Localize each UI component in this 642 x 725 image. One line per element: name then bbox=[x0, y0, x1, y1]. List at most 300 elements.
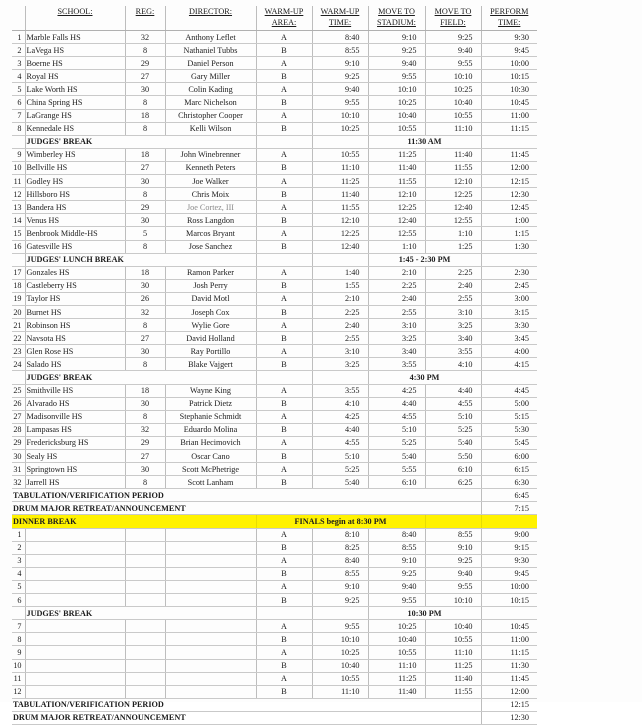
column-header-perform-time: PERFORM TIME: bbox=[481, 6, 537, 31]
finals-row bbox=[12, 659, 537, 672]
move-to-stadium-time: 9:40 bbox=[368, 57, 425, 70]
column-header-move-to-field: MOVE TO FIELD: bbox=[425, 6, 481, 31]
warmup-time: 3:10 bbox=[312, 345, 368, 358]
finals-director-name bbox=[165, 672, 256, 685]
move-to-stadium-time: 11:25 bbox=[368, 672, 425, 685]
move-to-stadium-time: 9:10 bbox=[368, 554, 425, 567]
perform-time: 10:15 bbox=[481, 594, 537, 607]
move-to-stadium-time: 5:25 bbox=[368, 436, 425, 449]
perform-time: 12:45 bbox=[481, 201, 537, 214]
order-number: 3 bbox=[12, 57, 25, 70]
director-name: Joseph Cox bbox=[165, 305, 256, 318]
dinner-break-label: DINNER BREAK bbox=[12, 515, 256, 528]
break-time: 4:30 PM bbox=[368, 371, 481, 384]
order-number: 17 bbox=[12, 266, 25, 279]
region-number: 29 bbox=[125, 57, 165, 70]
break-spacer bbox=[12, 135, 25, 148]
warmup-time: 8:10 bbox=[312, 528, 368, 541]
finals-row bbox=[12, 567, 537, 580]
break-spacer bbox=[256, 135, 312, 148]
finals-school-name bbox=[25, 685, 125, 698]
region-number: 30 bbox=[125, 83, 165, 96]
director-name: Christopher Cooper bbox=[165, 109, 256, 122]
perform-time: 5:15 bbox=[481, 410, 537, 423]
school-name: Venus HS bbox=[25, 214, 125, 227]
move-to-field-time: 3:25 bbox=[425, 319, 481, 332]
perform-time: 10:45 bbox=[481, 96, 537, 109]
finals-region-number bbox=[125, 580, 165, 593]
warmup-area: A bbox=[256, 646, 312, 659]
warmup-time: 3:55 bbox=[312, 384, 368, 397]
warmup-time: 5:10 bbox=[312, 450, 368, 463]
schedule-body bbox=[12, 31, 537, 725]
school-name: Bellville HS bbox=[25, 161, 125, 174]
break-spacer bbox=[12, 253, 25, 266]
school-name: Boerne HS bbox=[25, 57, 125, 70]
move-to-field-time: 8:55 bbox=[425, 528, 481, 541]
finals-school-name bbox=[25, 594, 125, 607]
move-to-field-time: 4:55 bbox=[425, 397, 481, 410]
finals-school-name bbox=[25, 528, 125, 541]
region-number: 18 bbox=[125, 384, 165, 397]
school-row bbox=[12, 161, 537, 174]
finals-start-note: FINALS begin at 8:30 PM bbox=[256, 515, 425, 528]
move-to-field-time: 1:10 bbox=[425, 227, 481, 240]
break-row bbox=[12, 371, 537, 384]
break-label: JUDGES' BREAK bbox=[25, 371, 256, 384]
warmup-area: B bbox=[256, 279, 312, 292]
event-label: TABULATION/VERIFICATION PERIOD bbox=[12, 698, 481, 711]
move-to-stadium-time: 11:55 bbox=[368, 175, 425, 188]
move-to-stadium-time: 12:55 bbox=[368, 227, 425, 240]
move-to-stadium-time: 2:10 bbox=[368, 266, 425, 279]
director-name: Brian Hecimovich bbox=[165, 436, 256, 449]
move-to-field-time: 1:25 bbox=[425, 240, 481, 253]
order-number: 29 bbox=[12, 436, 25, 449]
school-name: Smithville HS bbox=[25, 384, 125, 397]
school-row bbox=[12, 384, 537, 397]
finals-school-name bbox=[25, 567, 125, 580]
move-to-stadium-time: 11:25 bbox=[368, 148, 425, 161]
school-name: Royal HS bbox=[25, 70, 125, 83]
director-name: Daniel Person bbox=[165, 57, 256, 70]
move-to-stadium-time: 2:40 bbox=[368, 292, 425, 305]
column-header-warmup-time: WARM-UP TIME: bbox=[312, 6, 368, 31]
order-number: 6 bbox=[12, 96, 25, 109]
finals-region-number bbox=[125, 567, 165, 580]
warmup-time: 1:55 bbox=[312, 279, 368, 292]
perform-time: 9:15 bbox=[481, 541, 537, 554]
warmup-area: A bbox=[256, 83, 312, 96]
school-row bbox=[12, 463, 537, 476]
warmup-time: 4:25 bbox=[312, 410, 368, 423]
move-to-stadium-time: 9:55 bbox=[368, 594, 425, 607]
warmup-time: 10:40 bbox=[312, 659, 368, 672]
warmup-time: 12:40 bbox=[312, 240, 368, 253]
break-spacer bbox=[12, 607, 25, 620]
break-spacer bbox=[481, 607, 537, 620]
school-name: Gonzales HS bbox=[25, 266, 125, 279]
region-number: 30 bbox=[125, 279, 165, 292]
warmup-time: 2:40 bbox=[312, 319, 368, 332]
move-to-stadium-time: 5:55 bbox=[368, 463, 425, 476]
move-to-field-time: 11:40 bbox=[425, 672, 481, 685]
school-name: Salado HS bbox=[25, 358, 125, 371]
move-to-field-time: 11:40 bbox=[425, 148, 481, 161]
finals-region-number bbox=[125, 633, 165, 646]
warmup-time: 4:40 bbox=[312, 423, 368, 436]
move-to-stadium-time: 10:55 bbox=[368, 646, 425, 659]
move-to-field-time: 9:40 bbox=[425, 44, 481, 57]
region-number: 8 bbox=[125, 476, 165, 489]
perform-time: 11:45 bbox=[481, 148, 537, 161]
finals-region-number bbox=[125, 620, 165, 633]
order-number: 18 bbox=[12, 279, 25, 292]
school-row bbox=[12, 292, 537, 305]
break-time: 11:30 AM bbox=[368, 135, 481, 148]
finals-order-number: 8 bbox=[12, 633, 25, 646]
warmup-time: 9:10 bbox=[312, 57, 368, 70]
perform-time: 1:15 bbox=[481, 227, 537, 240]
warmup-time: 1:40 bbox=[312, 266, 368, 279]
break-spacer bbox=[481, 253, 537, 266]
finals-region-number bbox=[125, 594, 165, 607]
move-to-field-time: 12:10 bbox=[425, 175, 481, 188]
warmup-time: 5:40 bbox=[312, 476, 368, 489]
warmup-area: B bbox=[256, 659, 312, 672]
move-to-stadium-time: 11:40 bbox=[368, 685, 425, 698]
warmup-time: 2:55 bbox=[312, 332, 368, 345]
warmup-area: B bbox=[256, 96, 312, 109]
warmup-area: A bbox=[256, 148, 312, 161]
region-number: 18 bbox=[125, 148, 165, 161]
move-to-stadium-time: 8:55 bbox=[368, 541, 425, 554]
warmup-area: B bbox=[256, 567, 312, 580]
region-number: 8 bbox=[125, 319, 165, 332]
finals-school-name bbox=[25, 620, 125, 633]
director-name: Kelli Wilson bbox=[165, 122, 256, 135]
director-name: Marcos Bryant bbox=[165, 227, 256, 240]
warmup-area: B bbox=[256, 541, 312, 554]
move-to-stadium-time: 9:55 bbox=[368, 70, 425, 83]
finals-school-name bbox=[25, 672, 125, 685]
warmup-area: A bbox=[256, 31, 312, 44]
warmup-area: A bbox=[256, 463, 312, 476]
perform-time: 3:30 bbox=[481, 319, 537, 332]
director-name: John Winebrenner bbox=[165, 148, 256, 161]
school-row bbox=[12, 83, 537, 96]
finals-director-name bbox=[165, 567, 256, 580]
warmup-time: 9:55 bbox=[312, 96, 368, 109]
finals-order-number: 7 bbox=[12, 620, 25, 633]
school-row bbox=[12, 266, 537, 279]
region-number: 18 bbox=[125, 109, 165, 122]
warmup-time: 5:25 bbox=[312, 463, 368, 476]
move-to-field-time: 5:25 bbox=[425, 423, 481, 436]
event-row bbox=[12, 489, 537, 502]
warmup-time: 8:25 bbox=[312, 541, 368, 554]
order-number: 16 bbox=[12, 240, 25, 253]
school-row bbox=[12, 70, 537, 83]
order-number: 11 bbox=[12, 175, 25, 188]
warmup-time: 8:55 bbox=[312, 44, 368, 57]
move-to-field-time: 2:25 bbox=[425, 266, 481, 279]
director-name: Scott McPhetrige bbox=[165, 463, 256, 476]
order-number: 26 bbox=[12, 397, 25, 410]
region-number: 8 bbox=[125, 188, 165, 201]
school-name: Bandera HS bbox=[25, 201, 125, 214]
region-number: 32 bbox=[125, 305, 165, 318]
move-to-field-time: 5:10 bbox=[425, 410, 481, 423]
warmup-area: B bbox=[256, 423, 312, 436]
break-spacer bbox=[312, 253, 368, 266]
move-to-field-time: 11:25 bbox=[425, 659, 481, 672]
perform-time: 2:45 bbox=[481, 279, 537, 292]
finals-row bbox=[12, 580, 537, 593]
finals-region-number bbox=[125, 685, 165, 698]
column-header-warmup-area: WARM-UP AREA: bbox=[256, 6, 312, 31]
warmup-time: 10:10 bbox=[312, 109, 368, 122]
move-to-stadium-time: 4:40 bbox=[368, 397, 425, 410]
warmup-area: A bbox=[256, 57, 312, 70]
column-header-number bbox=[12, 6, 25, 31]
school-row bbox=[12, 410, 537, 423]
order-number: 28 bbox=[12, 423, 25, 436]
order-number: 15 bbox=[12, 227, 25, 240]
school-name: Burnet HS bbox=[25, 305, 125, 318]
highlight-spacer bbox=[425, 515, 481, 528]
warmup-time: 10:10 bbox=[312, 633, 368, 646]
perform-time: 11:45 bbox=[481, 672, 537, 685]
move-to-stadium-time: 10:40 bbox=[368, 109, 425, 122]
school-name: LaVega HS bbox=[25, 44, 125, 57]
region-number: 30 bbox=[125, 175, 165, 188]
warmup-area: A bbox=[256, 109, 312, 122]
move-to-field-time: 9:55 bbox=[425, 57, 481, 70]
order-number: 27 bbox=[12, 410, 25, 423]
order-number: 23 bbox=[12, 345, 25, 358]
warmup-area: B bbox=[256, 44, 312, 57]
move-to-field-time: 9:25 bbox=[425, 31, 481, 44]
region-number: 32 bbox=[125, 31, 165, 44]
director-name: Colin Kading bbox=[165, 83, 256, 96]
order-number: 30 bbox=[12, 450, 25, 463]
director-name: Wylie Gore bbox=[165, 319, 256, 332]
move-to-stadium-time: 3:55 bbox=[368, 358, 425, 371]
warmup-time: 11:55 bbox=[312, 201, 368, 214]
school-row bbox=[12, 279, 537, 292]
perform-time: 6:00 bbox=[481, 450, 537, 463]
move-to-field-time: 5:40 bbox=[425, 436, 481, 449]
warmup-time: 11:25 bbox=[312, 175, 368, 188]
finals-order-number: 5 bbox=[12, 580, 25, 593]
finals-order-number: 4 bbox=[12, 567, 25, 580]
warmup-area: A bbox=[256, 580, 312, 593]
finals-director-name bbox=[165, 528, 256, 541]
warmup-time: 10:25 bbox=[312, 646, 368, 659]
region-number: 30 bbox=[125, 214, 165, 227]
warmup-time: 8:40 bbox=[312, 31, 368, 44]
move-to-field-time: 10:10 bbox=[425, 70, 481, 83]
school-row bbox=[12, 148, 537, 161]
warmup-time: 9:25 bbox=[312, 594, 368, 607]
finals-region-number bbox=[125, 659, 165, 672]
finals-order-number: 2 bbox=[12, 541, 25, 554]
perform-time: 11:00 bbox=[481, 109, 537, 122]
break-time: 1:45 - 2:30 PM bbox=[368, 253, 481, 266]
director-name: David Holland bbox=[165, 332, 256, 345]
order-number: 5 bbox=[12, 83, 25, 96]
perform-time: 4:45 bbox=[481, 384, 537, 397]
warmup-area: A bbox=[256, 227, 312, 240]
header-row bbox=[12, 6, 537, 31]
finals-row bbox=[12, 541, 537, 554]
perform-time: 12:15 bbox=[481, 698, 537, 711]
director-name: Stephanie Schmidt bbox=[165, 410, 256, 423]
school-row bbox=[12, 240, 537, 253]
perform-time: 10:00 bbox=[481, 580, 537, 593]
perform-time: 11:15 bbox=[481, 646, 537, 659]
school-name: Benbrook Middle-HS bbox=[25, 227, 125, 240]
move-to-field-time: 2:40 bbox=[425, 279, 481, 292]
finals-row bbox=[12, 672, 537, 685]
director-name: Blake Vajgert bbox=[165, 358, 256, 371]
school-row bbox=[12, 345, 537, 358]
school-name: Taylor HS bbox=[25, 292, 125, 305]
school-row bbox=[12, 423, 537, 436]
event-row bbox=[12, 502, 537, 515]
break-spacer bbox=[481, 135, 537, 148]
finals-director-name bbox=[165, 554, 256, 567]
move-to-field-time: 12:55 bbox=[425, 214, 481, 227]
move-to-stadium-time: 3:40 bbox=[368, 345, 425, 358]
break-spacer bbox=[12, 371, 25, 384]
warmup-area: B bbox=[256, 305, 312, 318]
warmup-area: B bbox=[256, 214, 312, 227]
move-to-stadium-time: 10:25 bbox=[368, 620, 425, 633]
event-label: DRUM MAJOR RETREAT/ANNOUNCEMENT bbox=[12, 711, 481, 724]
warmup-time: 8:55 bbox=[312, 567, 368, 580]
move-to-stadium-time: 4:55 bbox=[368, 410, 425, 423]
finals-school-name bbox=[25, 646, 125, 659]
warmup-area: B bbox=[256, 122, 312, 135]
break-row bbox=[12, 253, 537, 266]
school-row bbox=[12, 319, 537, 332]
perform-time: 3:00 bbox=[481, 292, 537, 305]
warmup-time: 9:55 bbox=[312, 620, 368, 633]
move-to-stadium-time: 2:25 bbox=[368, 279, 425, 292]
region-number: 29 bbox=[125, 436, 165, 449]
break-spacer bbox=[256, 607, 312, 620]
move-to-stadium-time: 11:10 bbox=[368, 659, 425, 672]
school-name: Wimberley HS bbox=[25, 148, 125, 161]
break-label: JUDGES' LUNCH BREAK bbox=[25, 253, 256, 266]
warmup-area: B bbox=[256, 594, 312, 607]
school-name: Fredericksburg HS bbox=[25, 436, 125, 449]
finals-region-number bbox=[125, 528, 165, 541]
school-row bbox=[12, 305, 537, 318]
move-to-field-time: 12:25 bbox=[425, 188, 481, 201]
director-name: Kenneth Peters bbox=[165, 161, 256, 174]
school-name: Jarrell HS bbox=[25, 476, 125, 489]
finals-director-name bbox=[165, 541, 256, 554]
warmup-area: B bbox=[256, 358, 312, 371]
region-number: 8 bbox=[125, 358, 165, 371]
move-to-field-time: 10:55 bbox=[425, 109, 481, 122]
school-name: China Spring HS bbox=[25, 96, 125, 109]
director-name: David Motl bbox=[165, 292, 256, 305]
move-to-stadium-time: 10:25 bbox=[368, 96, 425, 109]
director-name: Marc Nichelson bbox=[165, 96, 256, 109]
move-to-stadium-time: 10:40 bbox=[368, 633, 425, 646]
perform-time: 5:45 bbox=[481, 436, 537, 449]
school-row bbox=[12, 175, 537, 188]
move-to-field-time: 9:25 bbox=[425, 554, 481, 567]
school-row bbox=[12, 122, 537, 135]
school-name: Hillsboro HS bbox=[25, 188, 125, 201]
warmup-time: 10:55 bbox=[312, 148, 368, 161]
finals-order-number: 3 bbox=[12, 554, 25, 567]
order-number: 19 bbox=[12, 292, 25, 305]
break-spacer bbox=[481, 371, 537, 384]
move-to-field-time: 10:10 bbox=[425, 594, 481, 607]
warmup-area: B bbox=[256, 476, 312, 489]
perform-time: 10:15 bbox=[481, 70, 537, 83]
event-label: DRUM MAJOR RETREAT/ANNOUNCEMENT bbox=[12, 502, 481, 515]
order-number: 25 bbox=[12, 384, 25, 397]
break-label: JUDGES' BREAK bbox=[25, 135, 256, 148]
school-row bbox=[12, 332, 537, 345]
perform-time: 6:30 bbox=[481, 476, 537, 489]
order-number: 4 bbox=[12, 70, 25, 83]
director-name: Josh Perry bbox=[165, 279, 256, 292]
finals-director-name bbox=[165, 633, 256, 646]
warmup-time: 2:25 bbox=[312, 305, 368, 318]
order-number: 24 bbox=[12, 358, 25, 371]
warmup-time: 4:10 bbox=[312, 397, 368, 410]
perform-time: 1:30 bbox=[481, 240, 537, 253]
school-name: Kennedale HS bbox=[25, 122, 125, 135]
region-number: 8 bbox=[125, 96, 165, 109]
move-to-stadium-time: 3:10 bbox=[368, 319, 425, 332]
finals-school-name bbox=[25, 580, 125, 593]
order-number: 12 bbox=[12, 188, 25, 201]
finals-order-number: 11 bbox=[12, 672, 25, 685]
perform-time: 11:30 bbox=[481, 659, 537, 672]
perform-time: 9:00 bbox=[481, 528, 537, 541]
finals-row bbox=[12, 620, 537, 633]
school-name: Springtown HS bbox=[25, 463, 125, 476]
move-to-stadium-time: 5:10 bbox=[368, 423, 425, 436]
finals-row bbox=[12, 685, 537, 698]
event-row bbox=[12, 711, 537, 724]
school-row bbox=[12, 96, 537, 109]
director-name: Eduardo Molina bbox=[165, 423, 256, 436]
school-row bbox=[12, 227, 537, 240]
school-row bbox=[12, 397, 537, 410]
move-to-stadium-time: 12:40 bbox=[368, 214, 425, 227]
order-number: 21 bbox=[12, 319, 25, 332]
perform-time: 3:15 bbox=[481, 305, 537, 318]
director-name: Anthony Leflet bbox=[165, 31, 256, 44]
move-to-stadium-time: 8:40 bbox=[368, 528, 425, 541]
school-row bbox=[12, 188, 537, 201]
school-row bbox=[12, 44, 537, 57]
warmup-time: 11:10 bbox=[312, 161, 368, 174]
move-to-field-time: 3:55 bbox=[425, 345, 481, 358]
region-number: 29 bbox=[125, 201, 165, 214]
director-name: Gary Miller bbox=[165, 70, 256, 83]
